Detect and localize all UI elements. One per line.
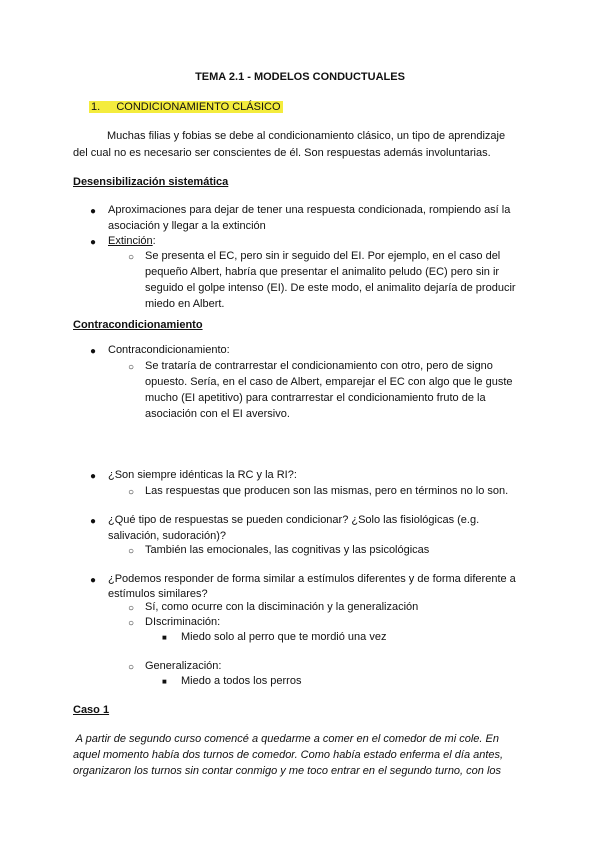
desens-sub-line1: Se presenta el EC, pero sin ir seguido del EI. Por ejemplo, en el caso del	[145, 250, 501, 262]
contra-sub-line4: asociación con el EI aversivo.	[145, 408, 290, 420]
contra-sub-line2: opuesto. Sería, en el caso de Albert, emparejar el EC con algo que le guste	[145, 376, 513, 388]
contra-sub-line3: mucho (EI apetitivo) para contrarrestar el condicionamiento fruto de la	[145, 392, 486, 404]
section-heading	[89, 101, 283, 113]
bullet-icon: ●	[90, 206, 97, 217]
question-2-line1: ¿Qué tipo de respuestas se pueden condicionar? ¿Solo las fisiológicas (e.g.	[108, 514, 480, 526]
generalizacion-example: Miedo a todos los perros	[181, 675, 302, 687]
desensibilizacion-heading: Desensibilización sistemática	[73, 176, 229, 188]
circle-bullet-icon: ○	[128, 546, 135, 557]
desens-item1-line1: Aproximaciones para dejar de tener una respuesta condicionada, rompiendo así la	[108, 204, 511, 216]
contracondicionamiento-heading: Contracondicionamiento	[73, 319, 203, 331]
square-bullet-icon: ■	[162, 677, 167, 686]
section-number: 1.	[91, 101, 101, 113]
contra-item1: Contracondicionamiento:	[108, 344, 230, 356]
caso-text-line1: A partir de segundo curso comencé a quedarme a comer en el comedor de mi cole. En	[73, 733, 499, 745]
question-3-answer-1: Sí, como ocurre con la disciminación y la generalización	[145, 601, 419, 613]
bullet-icon: ●	[90, 237, 97, 248]
circle-bullet-icon: ○	[128, 618, 135, 629]
caso-text-line2: aquel momento había dos turnos de comedor. Como había estado enferma el día antes,	[73, 749, 504, 761]
desens-sub-line4: miedo en Albert.	[145, 298, 225, 310]
desens-sub-line2: pequeño Albert, habría que presentar el animalito peludo (EC) pero sin ir	[145, 266, 500, 278]
circle-bullet-icon: ○	[128, 603, 135, 614]
question-3-generalizacion: Generalización:	[145, 660, 222, 672]
caso-heading: Caso 1	[73, 704, 110, 716]
caso-text-line3: organizaron los turnos sin contar conmigo y me toco entrar en el segundo turno, con los	[73, 765, 502, 777]
extincion-colon: :	[152, 235, 156, 247]
question-2-line2: salivación, sudoración)?	[108, 530, 227, 542]
page-title: TEMA 2.1 - MODELOS CONDUCTUALES	[195, 71, 405, 83]
question-3-discriminacion: DIscriminación:	[145, 616, 221, 628]
bullet-icon: ●	[90, 346, 97, 357]
question-2-answer: También las emocionales, las cognitivas y las psicológicas	[145, 544, 430, 556]
question-3-line2: estímulos similares?	[108, 588, 208, 600]
bullet-icon: ●	[90, 575, 97, 586]
intro-line-1: Muchas filias y fobias se debe al condicionamiento clásico, un tipo de aprendizaje	[107, 130, 506, 142]
discriminacion-example: Miedo solo al perro que te mordió una vez	[181, 631, 387, 643]
desens-sub-line3: seguido el golpe intenso (EI). De este modo, el animalito dejaría de producir	[145, 282, 516, 294]
circle-bullet-icon: ○	[128, 487, 135, 498]
desens-item1-line2: asociación y llegar a la extinción	[108, 220, 266, 232]
question-1: ¿Son siempre idénticas la RC y la RI?:	[108, 469, 297, 481]
extincion-label: Extinción	[108, 235, 153, 247]
contra-sub-line1: Se trataría de contrarrestar el condicionamiento con otro, pero de signo	[145, 360, 493, 372]
circle-bullet-icon: ○	[128, 252, 135, 263]
bullet-icon: ●	[90, 516, 97, 527]
bullet-icon: ●	[90, 471, 97, 482]
question-1-answer: Las respuestas que producen son las mismas, pero en términos no lo son.	[145, 485, 509, 497]
square-bullet-icon: ■	[162, 633, 167, 642]
section-title: CONDICIONAMIENTO CLÁSICO	[116, 101, 281, 113]
intro-line-2: del cual no es necesario ser conscientes de él. Son respuestas además involuntarias.	[73, 147, 491, 159]
circle-bullet-icon: ○	[128, 662, 135, 673]
circle-bullet-icon: ○	[128, 362, 135, 373]
question-3-line1: ¿Podemos responder de forma similar a estímulos diferentes y de forma diferente a	[108, 573, 516, 585]
desens-item2	[108, 235, 156, 247]
